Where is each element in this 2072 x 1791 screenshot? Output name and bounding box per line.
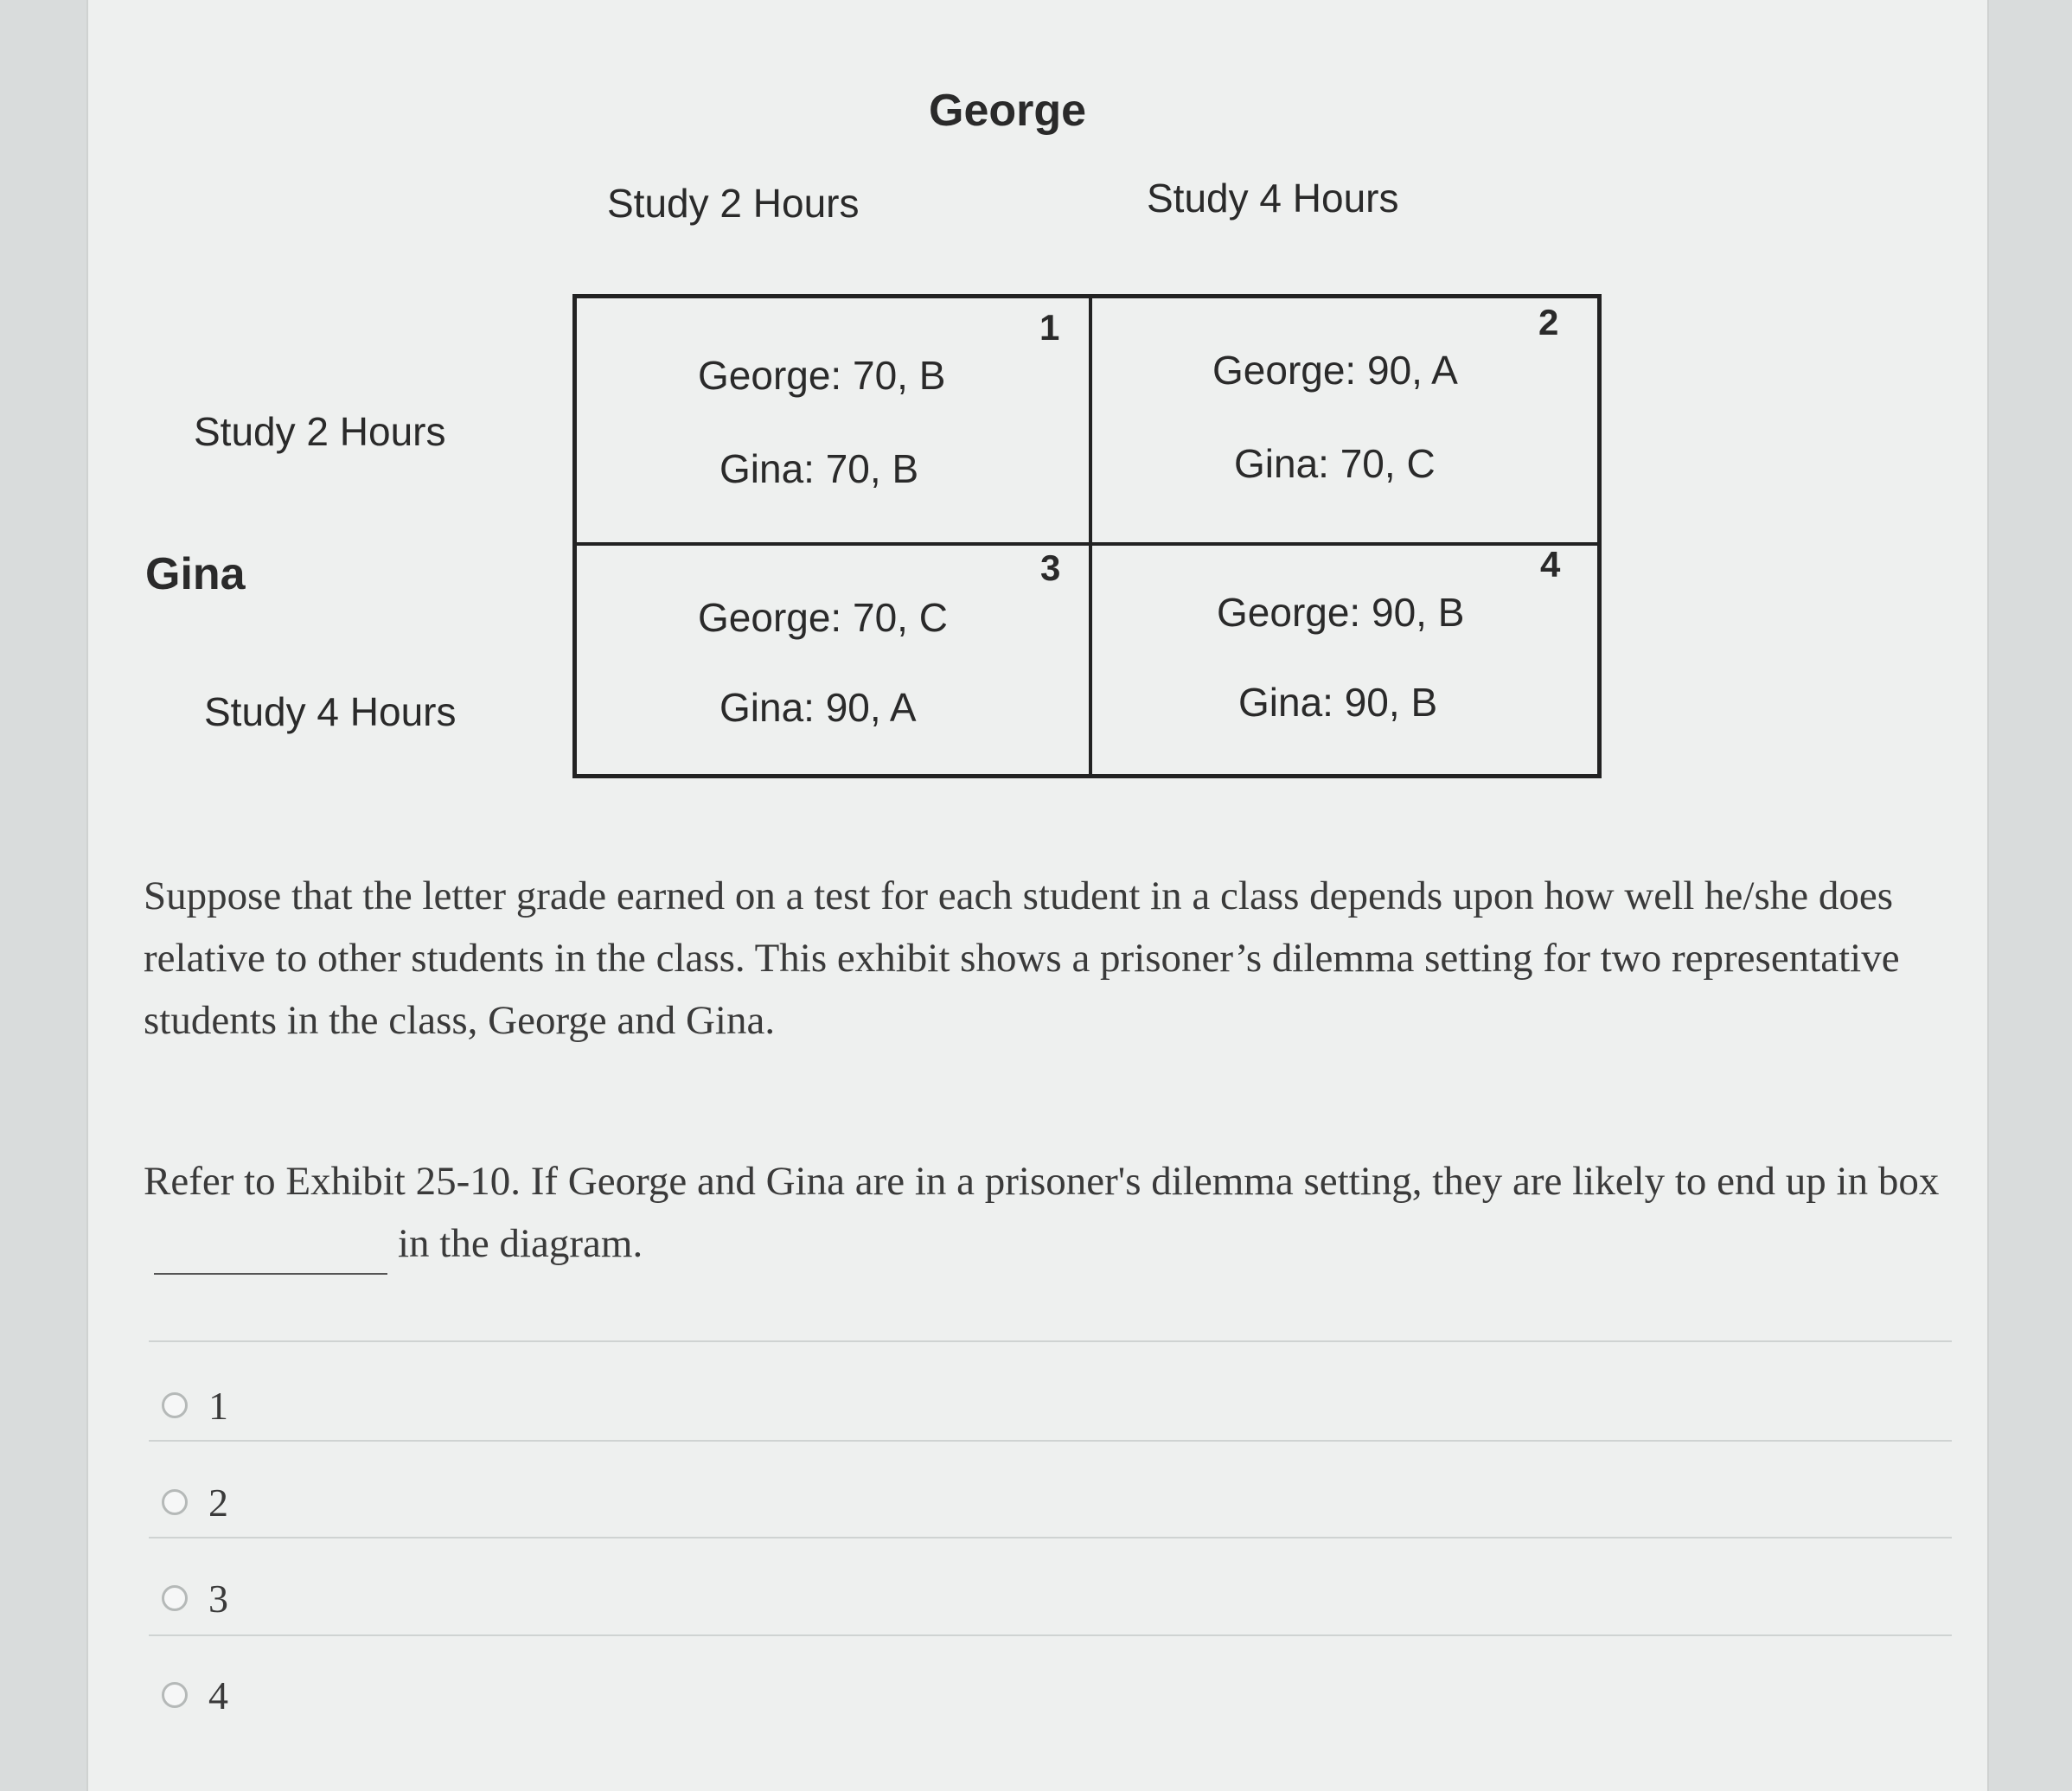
option-3-label: 3 [208,1576,228,1621]
row-strategy-study-4: Study 4 Hours [204,689,457,734]
options-top-divider [149,1340,1952,1342]
option-4[interactable] [162,1665,228,1725]
radio-button-icon[interactable] [162,1489,188,1515]
box-1-number: 1 [1039,307,1060,348]
radio-button-icon[interactable] [162,1682,188,1708]
answer-blank [154,1230,387,1275]
option-2[interactable] [162,1472,228,1532]
box-1-george-payoff: George: 70, B [698,353,946,398]
box-2-number: 2 [1538,302,1559,342]
question-text [144,1150,1951,1275]
row-player-label: Gina [145,549,246,599]
box-2-gina-payoff: Gina: 70, C [1234,441,1436,486]
column-strategy-study-4: Study 4 Hours [1147,176,1399,221]
question-text-part2: in the diagram. [398,1221,643,1266]
option-1-label: 1 [208,1383,228,1428]
option-3[interactable] [162,1568,228,1628]
radio-button-icon[interactable] [162,1392,188,1418]
question-text-part1: Refer to Exhibit 25-10. If George and Gina are in a prisoner's dilemma setting, they are likely to end up in box [144,1159,1940,1204]
option-divider-3 [149,1634,1952,1636]
row-strategy-study-2: Study 2 Hours [194,409,446,454]
matrix-vertical-divider [1089,298,1092,774]
option-1[interactable] [162,1375,228,1436]
radio-button-icon[interactable] [162,1585,188,1611]
box-4-number: 4 [1540,544,1561,585]
box-3-george-payoff: George: 70, C [698,595,948,640]
column-player-label: George [929,86,1087,136]
exhibit-description: Suppose that the letter grade earned on a test for each student in a class depends upon how well he/she does relative to other students in the class. This exhibit shows a prisoner’s dilemma setting for two representative students in the class, George and Gina. [144,873,1900,1043]
option-4-label: 4 [208,1673,228,1717]
box-4-george-payoff: George: 90, B [1217,590,1465,635]
payoff-matrix [572,294,1602,778]
box-3-number: 3 [1040,547,1061,588]
box-3-gina-payoff: Gina: 90, A [719,685,917,730]
box-4-gina-payoff: Gina: 90, B [1238,680,1438,725]
box-1-gina-payoff: Gina: 70, B [719,446,919,491]
question-page [86,0,1989,1791]
option-2-label: 2 [208,1480,228,1525]
column-strategy-study-2: Study 2 Hours [607,181,860,226]
option-divider-1 [149,1440,1952,1442]
box-2-george-payoff: George: 90, A [1212,348,1458,393]
option-divider-2 [149,1537,1952,1538]
matrix-horizontal-divider [577,542,1597,546]
